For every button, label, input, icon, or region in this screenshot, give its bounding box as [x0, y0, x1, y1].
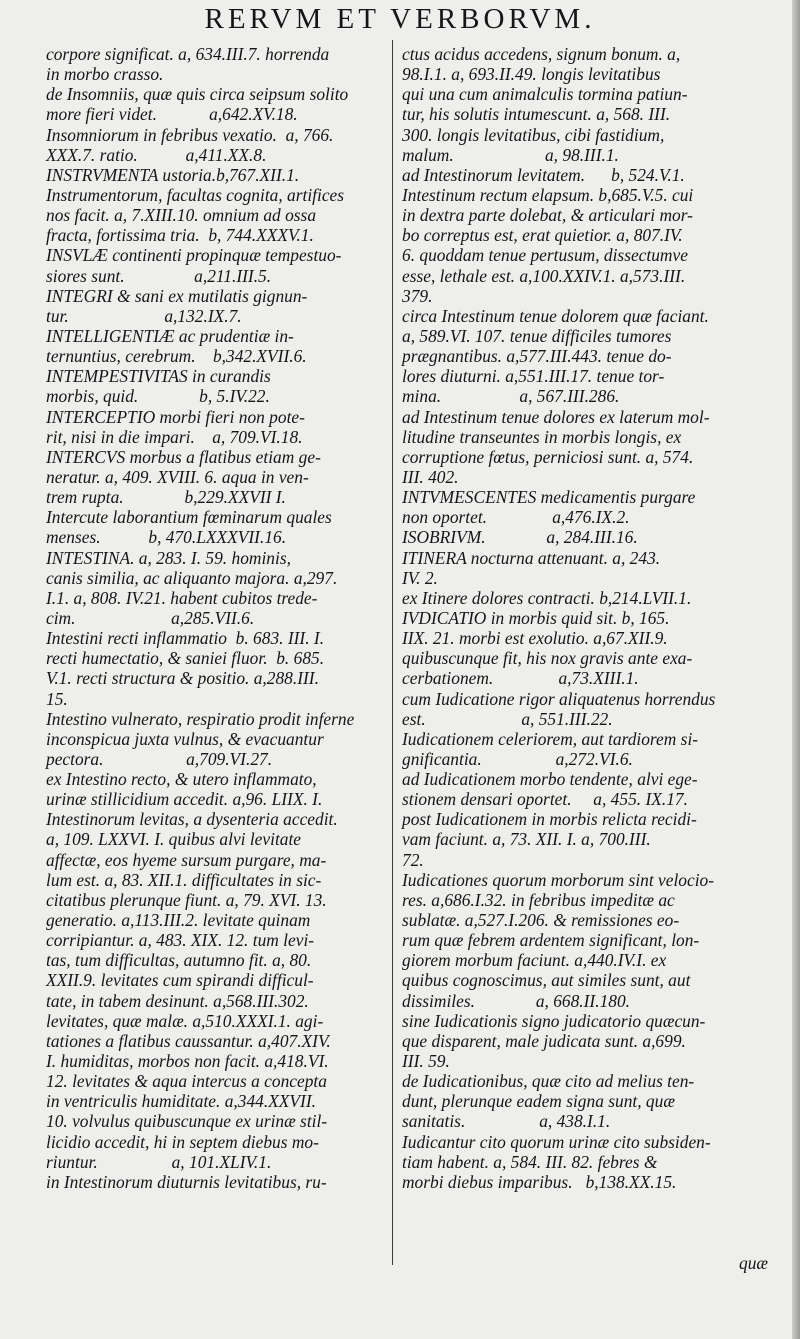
index-entry-line: Intestino vulnerato, respiratio prodit inferne: [46, 708, 355, 729]
index-entry-line: XXX.7. ratio. a,411.XX.8.: [46, 144, 267, 165]
index-entry-line: INSTRVMENTA ustoria.b,767.XII.1.: [46, 164, 300, 185]
index-entry-line: INTERCEPTIO morbi fieri non pote-: [46, 406, 305, 427]
page-edge-shadow: [792, 0, 800, 1339]
index-entry-line: bo correptus est, erat quietior. a, 807.IV.: [402, 225, 683, 246]
index-entry-line: gnificantia. a,272.VI.6.: [402, 748, 633, 769]
index-entry-line: non oportet. a,476.IX.2.: [402, 507, 630, 528]
index-entry-line: fracta, fortissima tria. b, 744.XXXV.1.: [46, 225, 314, 246]
index-entry-line: est. a, 551.III.22.: [402, 708, 613, 729]
index-entry-line: corpore significat. a, 634.III.7. horrenda: [46, 44, 330, 64]
index-entry-line: INTESTINA. a, 283. I. 59. hominis,: [46, 547, 291, 568]
index-entry-line: 10. volvulus quibuscunque ex urinæ stil-: [46, 1111, 328, 1132]
index-entry-line: dunt, plerunque eadem signa sunt, quæ: [402, 1091, 675, 1112]
index-entry-line: ex Intestino recto, & utero inflammato,: [46, 769, 317, 790]
index-entry-line: IIX. 21. morbi est exolutio. a,67.XII.9.: [402, 628, 668, 649]
index-entry-line: INTERCVS morbus a flatibus etiam ge-: [46, 446, 321, 467]
index-entry-line: siores sunt. a,211.III.5.: [46, 265, 272, 286]
index-entry-line: sublatæ. a,527.I.206. & remissiones eo-: [402, 910, 680, 931]
index-entry-line: INTVMESCENTES medicamentis purgare: [402, 487, 696, 508]
index-entry-line: INSVLÆ continenti propinquæ tempestuo-: [46, 245, 342, 266]
index-entry-line: INTEGRI & sani ex mutilatis gignun-: [46, 285, 308, 306]
index-entry-line: malum. a, 98.III.1.: [402, 144, 619, 165]
index-entry-line: esse, lethale est. a,100.XXIV.1. a,573.III.: [402, 265, 686, 286]
index-entry-line: corripiantur. a, 483. XIX. 12. tum levi-: [46, 930, 315, 951]
index-entry-line: III. 59.: [402, 1051, 450, 1072]
index-entry-line: IVDICATIO in morbis quid sit. b, 165.: [402, 607, 670, 628]
index-entry-line: I. humiditas, morbos non facit. a,418.VI.: [46, 1051, 329, 1072]
index-entry-line: riuntur. a, 101.XLIV.1.: [46, 1151, 272, 1172]
index-entry-line: tas, tum difficultas, autumno fit. a, 80.: [46, 950, 312, 971]
left-column: [46, 44, 386, 1192]
index-entry-line: ad Iudicationem morbo tendente, alvi ege-: [402, 769, 698, 790]
index-entry-line: morbi diebus imparibus. b,138.XX.15.: [402, 1171, 677, 1192]
index-entry-line: in ventriculis humiditate. a,344.XXVII.: [46, 1091, 316, 1112]
index-entry-line: rit, nisi in die impari. a, 709.VI.18.: [46, 426, 303, 447]
index-entry-line: tur. a,132.IX.7.: [46, 305, 242, 326]
index-entry-line: Intestini recti inflammatio b. 683. III. I.: [46, 628, 325, 649]
index-entry-line: neratur. a, 409. XVIII. 6. aqua in ven-: [46, 466, 309, 487]
index-entry-line: Iudicantur cito quorum urinæ cito subsiden-: [402, 1131, 711, 1152]
index-entry-line: Insomniorum in febribus vexatio. a, 766.: [46, 124, 334, 145]
index-entry-line: corruptione fœtus, perniciosi sunt. a, 574.: [402, 446, 694, 467]
index-entry-line: mina. a, 567.III.286.: [402, 386, 620, 407]
index-entry-line: morbis, quid. b, 5.IV.22.: [46, 386, 270, 407]
index-entry-line: res. a,686.I.32. in febribus impeditæ ac: [402, 889, 675, 910]
index-entry-line: sanitatis. a, 438.I.1.: [402, 1111, 611, 1132]
index-entry-line: rum quæ febrem ardentem significant, lon-: [402, 930, 700, 951]
index-entry-line: de Iudicationibus, quæ cito ad melius ten-: [402, 1071, 695, 1092]
index-entry-line: Intercute laborantium fœminarum quales: [46, 507, 332, 528]
index-entry-line: que disparent, male judicata sunt. a,699.: [402, 1030, 686, 1051]
index-entry-line: canis similia, ac aliquanto majora. a,297.: [46, 567, 338, 588]
index-entry-line: recti humectatio, & saniei fluor. b. 685.: [46, 648, 325, 669]
index-entry-line: tate, in tabem desinunt. a,568.III.302.: [46, 990, 309, 1011]
index-entry-line: post Iudicationem in morbis relicta recidi-: [402, 809, 697, 830]
index-entry-line: ex Itinere dolores contracti. b,214.LVII.1.: [402, 587, 692, 608]
index-entry-line: INTELLIGENTIÆ ac prudentiæ in-: [46, 325, 294, 346]
index-entry-line: stionem densari oportet. a, 455. IX.17.: [402, 789, 688, 810]
index-entry-line: cim. a,285.VII.6.: [46, 607, 255, 628]
index-entry-line: prægnantibus. a,577.III.443. tenue do-: [402, 346, 672, 367]
index-entry-line: tationes a flatibus caussantur. a,407.XIV.: [46, 1030, 331, 1051]
index-entry-line: 12. levitates & aqua intercus a concepta: [46, 1071, 327, 1092]
index-entry-line: urinæ stillicidium accedit. a,96. LIIX. I.: [46, 789, 323, 810]
index-entry-line: 300. longis levitatibus, cibi fastidium,: [402, 124, 665, 145]
index-entry-line: more fieri videt. a,642.XV.18.: [46, 104, 298, 125]
index-entry-line: pectora. a,709.VI.27.: [46, 748, 273, 769]
index-entry-line: IV. 2.: [402, 567, 438, 588]
index-entry-line: circa Intestinum tenue dolorem quæ faciant.: [402, 305, 709, 326]
index-entry-line: lores diuturni. a,551.III.17. tenue tor-: [402, 366, 665, 387]
index-entry-line: inconspicua juxta vulnus, & evacuantur: [46, 728, 324, 749]
index-entry-line: de Insomniis, quæ quis circa seipsum solito: [46, 84, 349, 105]
index-entry-line: lum est. a, 83. XII.1. difficultates in sic-: [46, 869, 322, 890]
index-entry-line: ITINERA nocturna attenuant. a, 243.: [402, 547, 661, 568]
index-entry-line: cum Iudicatione rigor aliquatenus horrendus: [402, 688, 716, 709]
index-entry-line: V.1. recti structura & positio. a,288.III.: [46, 668, 319, 689]
index-entry-line: ad Intestinum tenue dolores ex laterum mol-: [402, 406, 710, 427]
index-entry-line: a, 109. LXXVI. I. quibus alvi levitate: [46, 829, 302, 850]
index-entry-line: in dextra parte dolebat, & articulari mor-: [402, 205, 693, 226]
index-entry-line: 98.I.1. a, 693.II.49. longis levitatibus: [402, 64, 661, 85]
index-entry-line: tur, his solutis intumescunt. a, 568. III.: [402, 104, 671, 125]
index-entry-line: Intestinorum levitas, a dysenteria accedit.: [46, 809, 338, 830]
index-entry-line: dissimiles. a, 668.II.180.: [402, 990, 631, 1011]
index-entry-line: Intestinum rectum elapsum. b,685.V.5. cui: [402, 184, 694, 205]
index-entry-line: ISOBRIVM. a, 284.III.16.: [402, 527, 638, 548]
index-entry-line: litudine transeuntes in morbis longis, ex: [402, 426, 682, 447]
catchword: quæ: [739, 1253, 768, 1273]
index-entry-line: 6. quoddam tenue pertusum, dissectumve: [402, 245, 688, 266]
index-entry-line: I.1. a, 808. IV.21. habent cubitos trede-: [46, 587, 318, 608]
index-entry-line: affectæ, eos hyeme sursum purgare, ma-: [46, 849, 327, 870]
index-entry-line: cerbationem. a,73.XIII.1.: [402, 668, 639, 689]
right-column: [402, 44, 772, 1192]
index-entry-line: in morbo crasso.: [46, 64, 164, 85]
index-entry-line: ad Intestinorum levitatem. b, 524.V.1.: [402, 164, 685, 185]
index-entry-line: INTEMPESTIVITAS in curandis: [46, 366, 271, 387]
index-entry-line: citatibus plerunque fiunt. a, 79. XVI. 13.: [46, 889, 327, 910]
index-entry-line: levitates, quæ malæ. a,510.XXXI.1. agi-: [46, 1010, 324, 1031]
column-divider: [392, 40, 393, 1265]
index-entry-line: vam faciunt. a, 73. XII. I. a, 700.III.: [402, 829, 651, 850]
index-entry-line: qui una cum animalculis tormina patiun-: [402, 84, 688, 105]
index-entry-line: quibuscunque fit, his nox gravis ante exa-: [402, 648, 693, 669]
index-entry-line: sine Iudicationis signo judicatorio quæcun-: [402, 1010, 706, 1031]
index-entry-line: 379.: [402, 285, 433, 306]
index-entry-line: quibus cognoscimus, aut similes sunt, aut: [402, 970, 691, 991]
index-entry-line: Iudicationes quorum morborum sint velocio-: [402, 869, 715, 890]
index-entry-line: XXII.9. levitates cum spirandi difficul-: [46, 970, 314, 991]
index-entry-line: ternuntius, cerebrum. b,342.XVII.6.: [46, 346, 307, 367]
index-entry-line: 15.: [46, 688, 68, 709]
index-entry-line: nos facit. a, 7.XIII.10. omnium ad ossa: [46, 205, 317, 226]
index-entry-line: III. 402.: [402, 466, 459, 487]
index-entry-line: tiam habent. a, 584. III. 82. febres &: [402, 1151, 658, 1172]
index-entry-line: licidio accedit, hi in septem diebus mo-: [46, 1131, 319, 1152]
index-entry-line: generatio. a,113.III.2. levitate quinam: [46, 910, 311, 931]
index-entry-line: menses. b, 470.LXXXVII.16.: [46, 527, 287, 548]
index-entry-line: trem rupta. b,229.XXVII I.: [46, 487, 286, 508]
running-header: RERVM ET VERBORVM.: [204, 3, 596, 35]
index-entry-line: Instrumentorum, facultas cognita, artifices: [46, 184, 345, 205]
index-entry-line: in Intestinorum diuturnis levitatibus, ru-: [46, 1171, 327, 1192]
index-entry-line: 72.: [402, 849, 424, 870]
index-entry-line: ctus acidus accedens, signum bonum. a,: [402, 44, 681, 64]
index-entry-line: a, 589.VI. 107. tenue difficiles tumores: [402, 325, 672, 346]
index-entry-line: Iudicationem celeriorem, aut tardiorem si-: [402, 728, 699, 749]
index-entry-line: giorem morbum faciunt. a,440.IV.I. ex: [402, 950, 667, 971]
